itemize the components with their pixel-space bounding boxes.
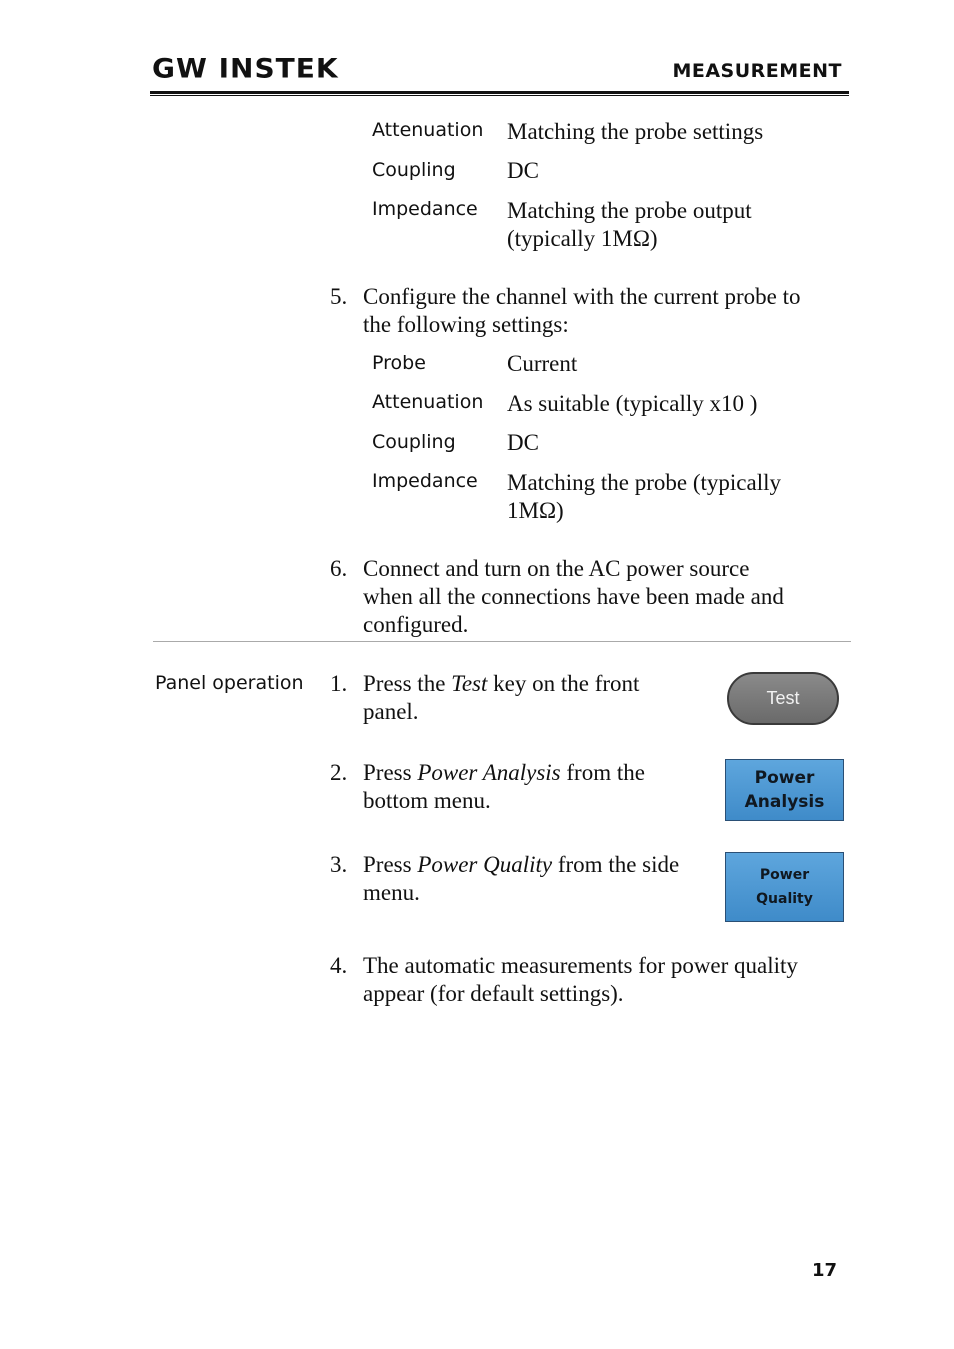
panel-step4-line2: appear (for default settings). xyxy=(363,981,624,1006)
header-rule xyxy=(150,91,849,94)
step-number: 4. xyxy=(330,953,348,978)
power-analysis-button-line2: Analysis xyxy=(744,792,825,812)
panel-operation-label: Panel operation xyxy=(155,672,304,694)
power-quality-button-line1: Power xyxy=(759,867,810,883)
header-rule-thin xyxy=(150,95,849,96)
section-divider xyxy=(153,641,851,642)
step6-text-line2: when all the connections have been made and xyxy=(363,584,784,609)
power-quality-button-line2: Quality xyxy=(756,891,813,907)
setting-value-impedance-line1: Matching the probe output xyxy=(507,198,752,223)
current-label-attenuation: Attenuation xyxy=(372,391,484,413)
power-analysis-button[interactable] xyxy=(725,759,844,821)
current-value-coupling: DC xyxy=(507,430,539,455)
step-number: 2. xyxy=(330,760,348,785)
current-label-probe: Probe xyxy=(372,352,426,374)
panel-step1-line2: panel. xyxy=(363,699,419,724)
setting-label-impedance: Impedance xyxy=(372,198,478,220)
power-analysis-button-line1: Power xyxy=(754,768,815,788)
panel-step1-line1: Press the Test key on the front xyxy=(363,671,640,696)
setting-label-coupling: Coupling xyxy=(372,159,456,181)
current-label-coupling: Coupling xyxy=(372,431,456,453)
current-label-impedance: Impedance xyxy=(372,470,478,492)
step6-text-line3: configured. xyxy=(363,612,469,637)
setting-value-impedance-line2: (typically 1MΩ) xyxy=(507,226,658,251)
step-number: 3. xyxy=(330,852,348,877)
panel-step2-line2: bottom menu. xyxy=(363,788,491,813)
panel-step4-line1: The automatic measurements for power quality xyxy=(363,953,798,978)
step5-text-line1: Configure the channel with the current probe to xyxy=(363,284,801,309)
current-value-impedance-line2: 1MΩ) xyxy=(507,498,564,523)
page-number: 17 xyxy=(812,1260,838,1281)
gwinstek-logo: GW INSTEK xyxy=(152,52,339,85)
step-number: 1. xyxy=(330,671,348,696)
current-value-attenuation: As suitable (typically x10 ) xyxy=(507,391,758,416)
step5-text-line2: the following settings: xyxy=(363,312,569,337)
step-number: 6. xyxy=(330,556,348,581)
power-quality-button[interactable] xyxy=(725,852,844,922)
panel-step3-line2: menu. xyxy=(363,880,420,905)
test-key-button[interactable]: Test xyxy=(727,672,839,725)
panel-step3-line1: Press Power Quality from the side xyxy=(363,852,680,877)
step6-text-line1: Connect and turn on the AC power source xyxy=(363,556,750,581)
setting-value-coupling: DC xyxy=(507,158,539,183)
setting-value-attenuation: Matching the probe settings xyxy=(507,119,764,144)
panel-step2-line1: Press Power Analysis from the xyxy=(363,760,645,785)
step-number: 5. xyxy=(330,284,348,309)
current-value-impedance-line1: Matching the probe (typically xyxy=(507,470,782,495)
section-title: MEASUREMENT xyxy=(672,60,842,82)
current-value-probe: Current xyxy=(507,351,578,376)
setting-label-attenuation: Attenuation xyxy=(372,119,484,141)
